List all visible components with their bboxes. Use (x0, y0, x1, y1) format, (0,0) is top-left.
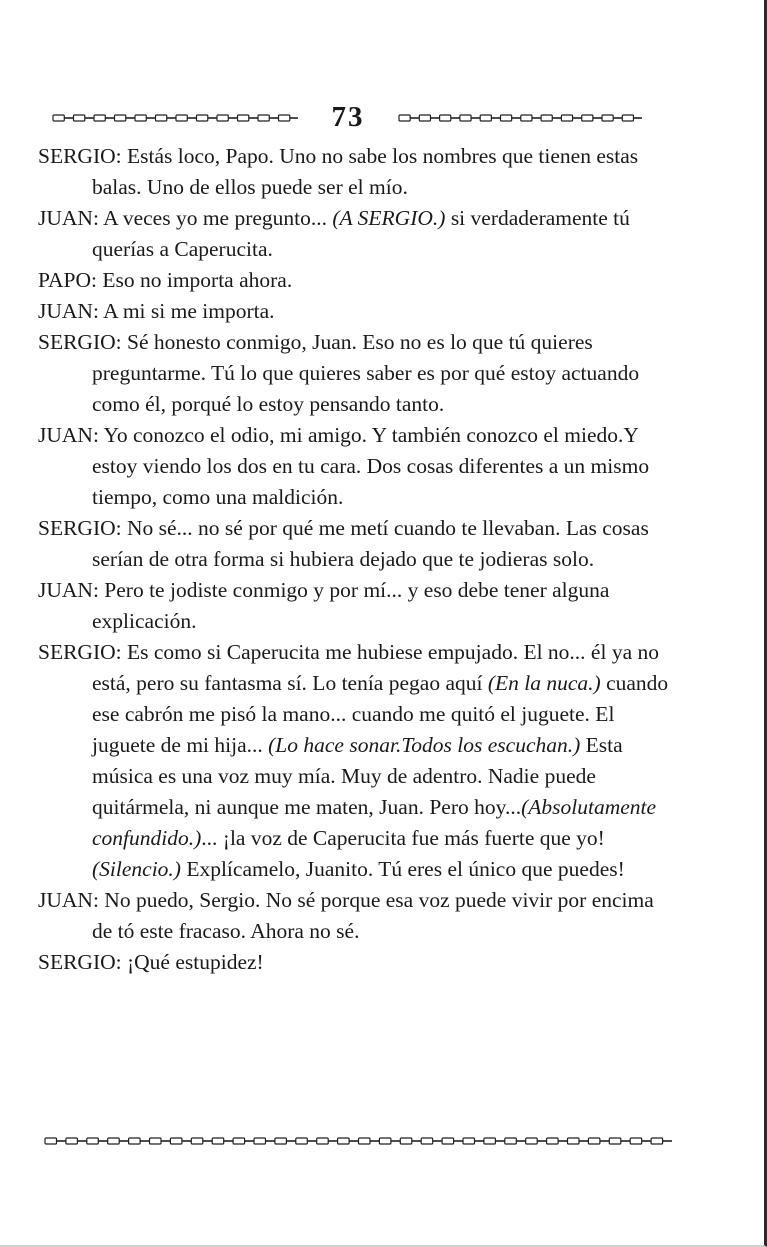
chain-link (279, 115, 290, 121)
chain-link (630, 1138, 641, 1144)
chain-link (317, 1138, 328, 1144)
chain-link (254, 1138, 265, 1144)
chain-link (602, 115, 613, 121)
speech-text: ... ¡la voz de Caperucita fue más fuerte que yo! (201, 826, 605, 850)
speaker-name: JUAN: (38, 888, 99, 912)
speaker-name: JUAN: (38, 206, 99, 230)
chain-link (170, 1138, 181, 1144)
speech-text: cuando ese cabrón me pisó la mano... cuando me quitó el juguete. El juguete de mi hija... (92, 671, 669, 757)
chain-link (74, 115, 85, 121)
speaker-name: JUAN: (38, 578, 99, 602)
chain-link (129, 1138, 140, 1144)
chain-link (233, 1138, 244, 1144)
chain-link (460, 115, 471, 121)
chain-link (526, 1138, 537, 1144)
speaker-name: JUAN: (38, 299, 99, 323)
chain-link (379, 1138, 390, 1144)
speaker-name: SERGIO: (38, 330, 122, 354)
stage-direction: (Absolutamente confundido.) (92, 795, 657, 850)
chain-link (238, 115, 249, 121)
chain-link (176, 115, 187, 121)
chain-ornament-footer (44, 1137, 672, 1145)
dialogue-line (38, 327, 678, 420)
chain-link (150, 1138, 161, 1144)
chain-link (275, 1138, 286, 1144)
chain-link (191, 1138, 202, 1144)
speech-text: Pero te jodiste conmigo y por mí... y eso debe tener alguna explicación. (92, 578, 610, 633)
chain-ornament-left (52, 114, 298, 122)
speech-text: Es como si Caperucita me hubiese empujado. El no... él ya no está, pero su fantasma sí. Lo tenía pegao aquí (92, 640, 659, 695)
chain-link (609, 1138, 620, 1144)
speech-text: Estás loco, Papo. Uno no sabe los nombres que tienen estas balas. Uno de ellos puede ser el mío. (92, 144, 639, 199)
chain-link (547, 1138, 558, 1144)
chain-link (463, 1138, 474, 1144)
chain-link (399, 115, 410, 121)
dialogue-line (38, 513, 678, 575)
chain-link (212, 1138, 223, 1144)
chain-link (156, 115, 167, 121)
speech-text: Esta música es una voz muy mía. Muy de adentro. Nadie puede quitármela, ni aunque me maten, Juan. Pero hoy... (92, 733, 623, 819)
dialogue-line (38, 265, 678, 296)
chain-link (94, 115, 105, 121)
chain-link (45, 1138, 56, 1144)
speaker-name: SERGIO: (38, 144, 122, 168)
stage-direction: (Silencio.) (92, 857, 181, 881)
speech-text: ¡Qué estupidez! (121, 950, 264, 974)
speaker-name: SERGIO: (38, 516, 122, 540)
chain-link (561, 115, 572, 121)
stage-direction: (En la nuca.) (487, 671, 601, 695)
speech-text: si verdaderamente tú querías a Caperucita. (92, 206, 630, 261)
speech-text: Yo conozco el odio, mi amigo. Y también conozco el miedo.Y estoy viendo los dos en tu cara. Dos cosas diferentes a un mismo tiempo, como una maldición. (92, 423, 650, 509)
chain-link (296, 1138, 307, 1144)
chain-link (541, 115, 552, 121)
chain-link (582, 115, 593, 121)
chain-link (484, 1138, 495, 1144)
chain-link (217, 115, 228, 121)
chain-link (258, 115, 269, 121)
dialogue-line (38, 885, 678, 947)
dialogue-line (38, 296, 678, 327)
speech-text: A veces yo me pregunto... (98, 206, 333, 230)
speech-text: A mi si me importa. (98, 299, 275, 323)
chain-link (115, 115, 126, 121)
chain-link (505, 1138, 516, 1144)
chain-link (359, 1138, 370, 1144)
chain-link (622, 115, 633, 121)
chain-link (400, 1138, 411, 1144)
chain-link (419, 115, 430, 121)
dialogue-body (38, 141, 678, 978)
speech-text: No puedo, Sergio. No sé porque esa voz puede vivir por encima de tó este fracaso. Ahora no sé. (92, 888, 654, 943)
dialogue-line (38, 141, 678, 203)
speech-text: No sé... no sé por qué me metí cuando te llevaban. Las cosas serían de otra forma si hubiera dejado que te jodieras solo. (92, 516, 649, 571)
chain-link (66, 1138, 77, 1144)
chain-link (53, 115, 64, 121)
dialogue-line (38, 947, 678, 978)
dialogue-line (38, 575, 678, 637)
chain-link (442, 1138, 453, 1144)
dialogue-line (38, 637, 678, 885)
speech-text: Explícamelo, Juanito. Tú eres el único que puedes! (180, 857, 625, 881)
chain-link (501, 115, 512, 121)
chain-link (197, 115, 208, 121)
speaker-name: SERGIO: (38, 950, 122, 974)
page-header (52, 100, 642, 134)
chain-link (440, 115, 451, 121)
speaker-name: PAPO: (38, 268, 97, 292)
chain-link (108, 1138, 119, 1144)
chain-link (87, 1138, 98, 1144)
chain-link (480, 115, 491, 121)
page-number: 73 (331, 101, 365, 133)
chain-link (135, 115, 146, 121)
chain-link (651, 1138, 662, 1144)
chain-ornament-right (398, 114, 642, 122)
chain-link (338, 1138, 349, 1144)
stage-direction: (Lo hace sonar.Todos los escuchan.) (268, 733, 581, 757)
speaker-name: JUAN: (38, 423, 99, 447)
stage-direction: (A SERGIO.) (332, 206, 446, 230)
speaker-name: SERGIO: (38, 640, 122, 664)
chain-link (588, 1138, 599, 1144)
chain-link (521, 115, 532, 121)
chain-link (568, 1138, 579, 1144)
speech-text: Sé honesto conmigo, Juan. Eso no es lo que tú quieres preguntarme. Tú lo que quieres saber es por qué estoy actuando como él, porqué lo estoy pensando tanto. (92, 330, 640, 416)
dialogue-line (38, 420, 678, 513)
speech-text: Eso no importa ahora. (96, 268, 293, 292)
dialogue-line (38, 203, 678, 265)
chain-link (421, 1138, 432, 1144)
